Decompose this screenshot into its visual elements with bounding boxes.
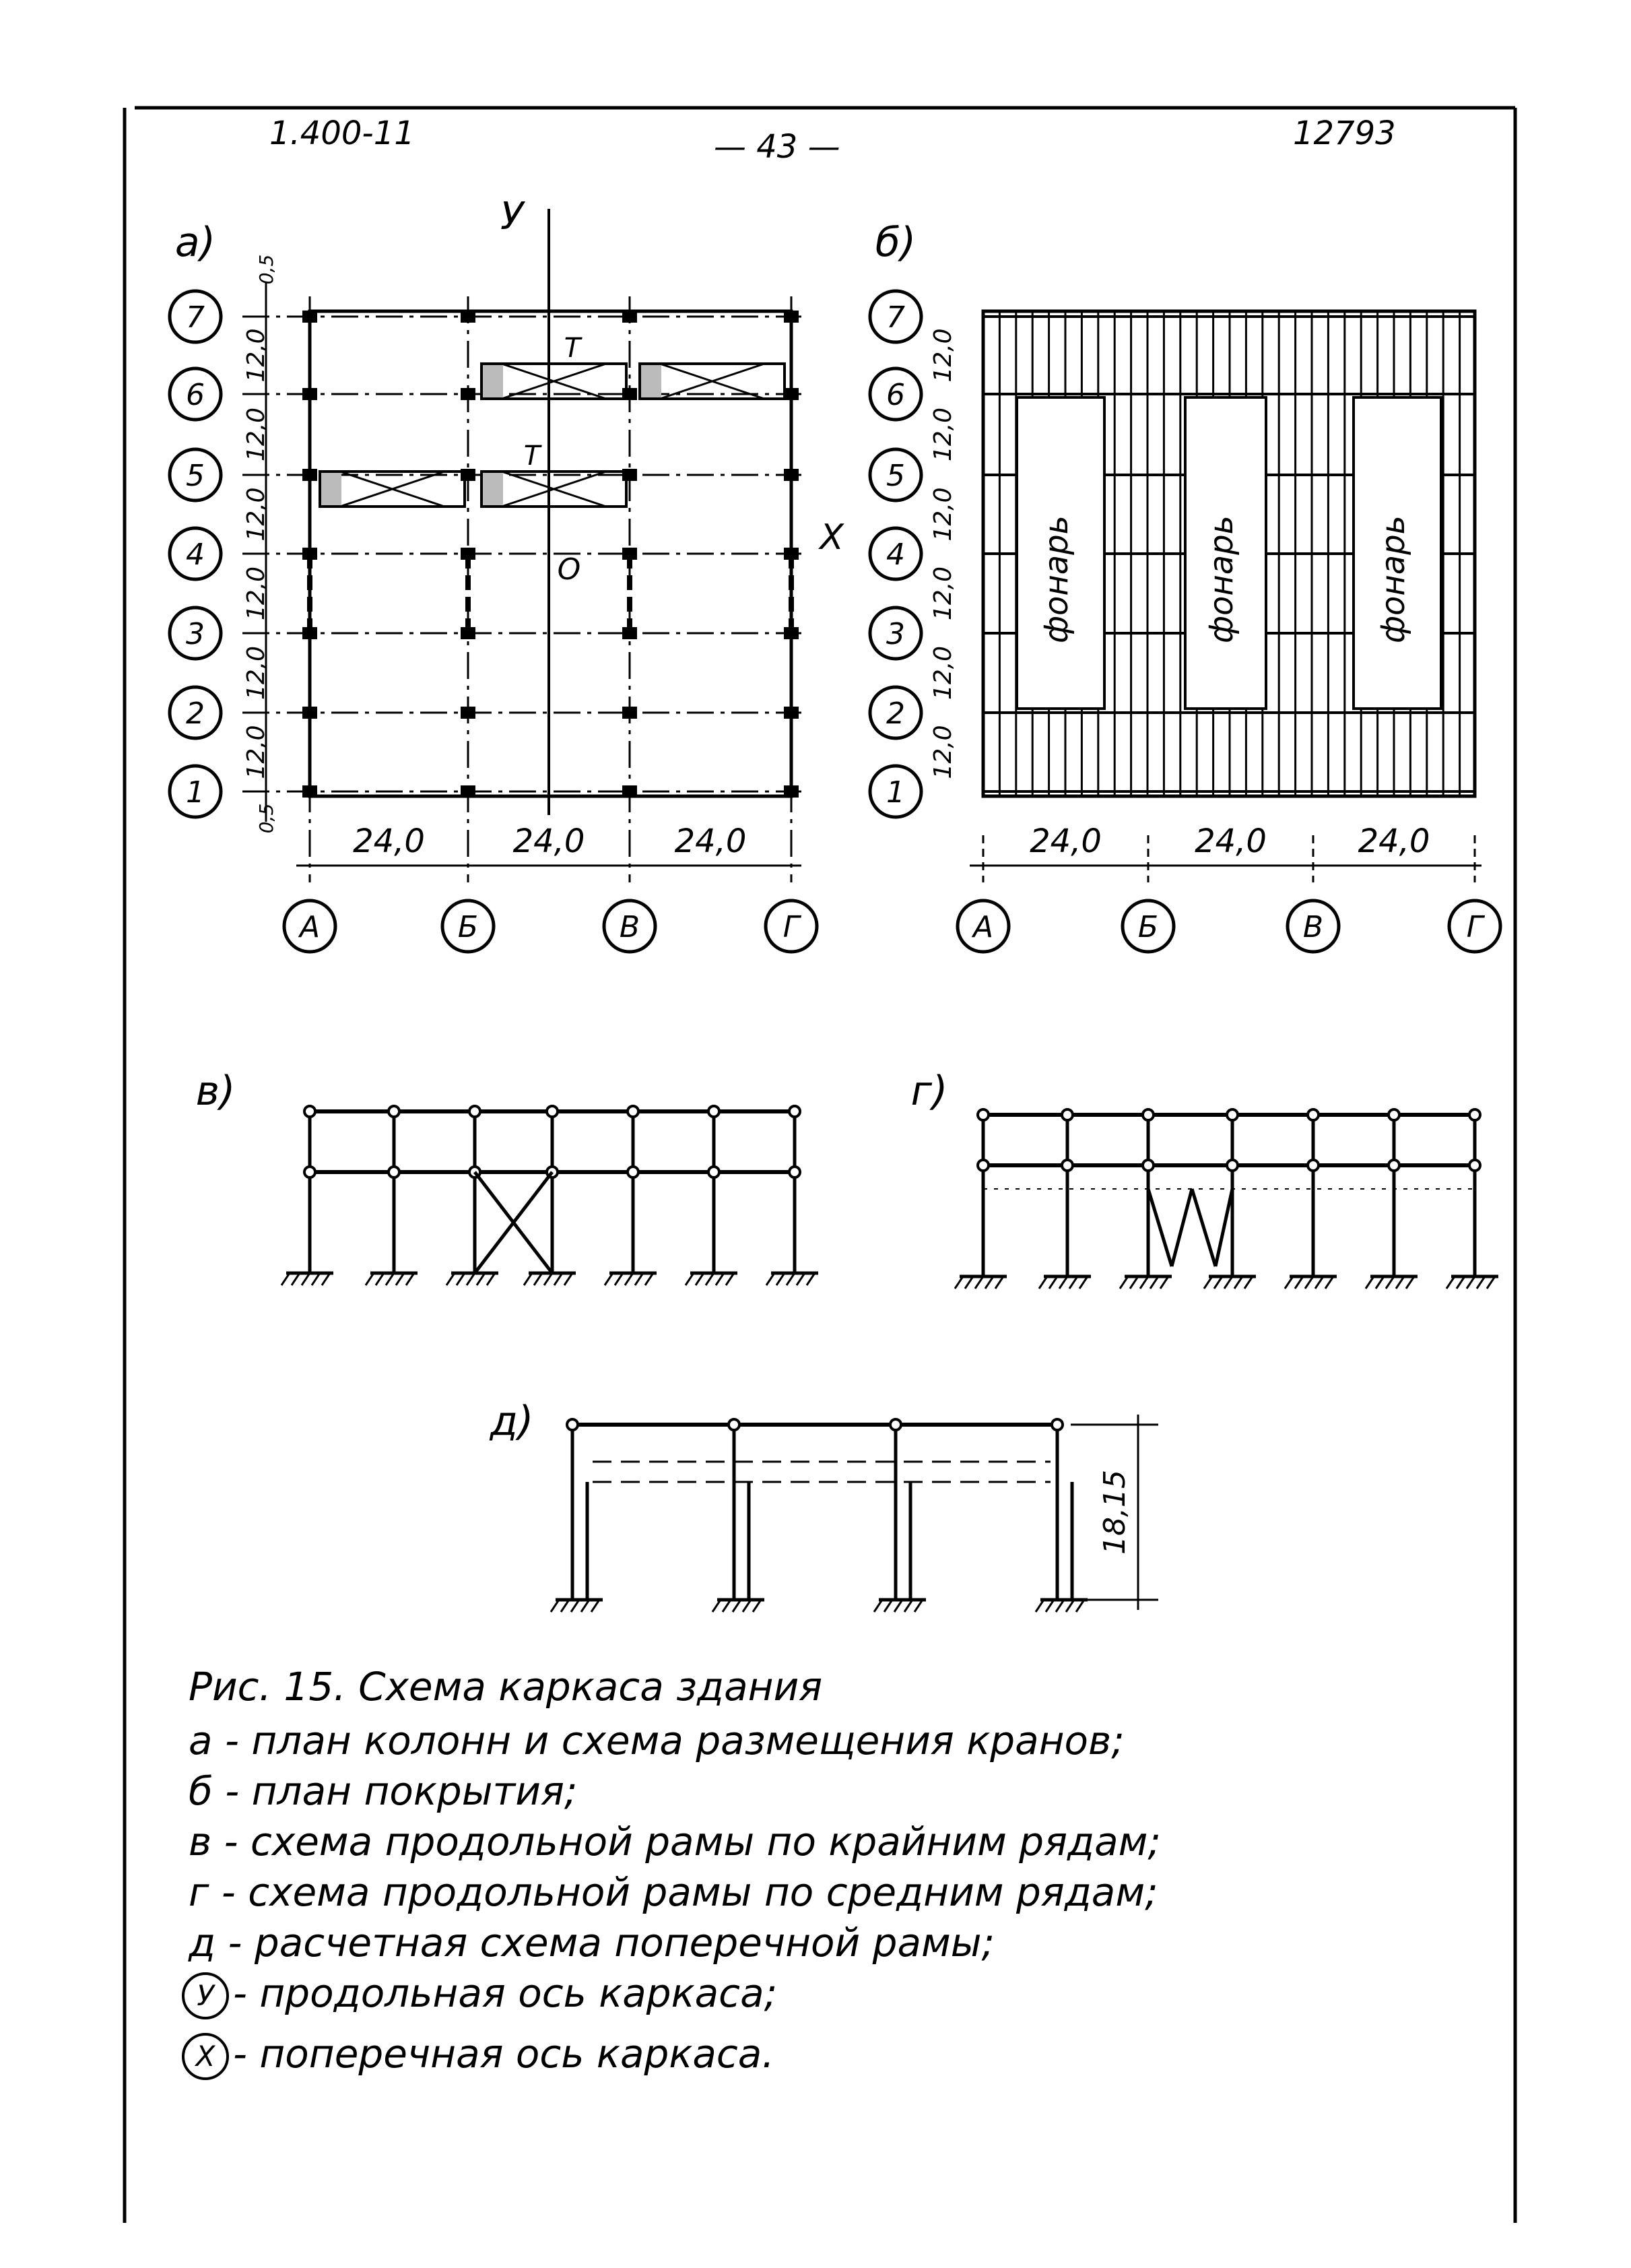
frame-g-support-hatch [955, 1276, 963, 1289]
plan-b-col-axis-Г-text: Г [1466, 910, 1484, 944]
plan-a-column [302, 707, 317, 719]
frame-d-support-hatch [733, 1600, 741, 1612]
plan-a-label: а) [174, 219, 216, 266]
frame-v-support-hatch [564, 1273, 572, 1285]
frame-g-brace [1148, 1189, 1172, 1266]
plan-b-row-axis-2-text: 2 [886, 696, 905, 731]
frame-v-support-hatch [312, 1273, 320, 1285]
plan-a-row-axis-7-text: 7 [186, 300, 205, 335]
frame-g-support-hatch [1079, 1276, 1088, 1289]
plan-a-crane-label-1: Т [564, 333, 581, 364]
frame-g-pin [1469, 1109, 1480, 1120]
frame-v-support-hatch [467, 1273, 475, 1285]
frame-v-pin [628, 1106, 638, 1117]
plan-a-row-axis-5 [170, 449, 221, 500]
plan-a-col-axis-А-text: А [299, 910, 321, 944]
frame-d-support-hatch [551, 1600, 559, 1612]
plan-a-row-axis-7 [170, 291, 221, 342]
frame-v-pin [547, 1106, 558, 1117]
plan-b-row-spacing: 12,0 [929, 566, 957, 621]
frame-v-support-hatch [696, 1273, 704, 1285]
doc-code: 1.400-11 [269, 115, 415, 152]
plan-a-x-label: Х [820, 517, 844, 558]
legend-y-text: - продольная ось каркаса; [233, 1970, 778, 2016]
frame-g-pin [978, 1109, 989, 1120]
frame-g-support-hatch [1150, 1276, 1158, 1289]
frame-v-pin [789, 1106, 800, 1117]
plan-a-column [622, 311, 637, 323]
frame-g-pin [1227, 1160, 1238, 1171]
plan-a-col-axis-Б-text: Б [457, 910, 479, 944]
plan-a-column [784, 707, 799, 719]
frame-d-support-hatch [571, 1600, 579, 1612]
frame-v-pin [628, 1167, 638, 1177]
frame-v-label: в) [195, 1068, 236, 1115]
frame-v-support-hatch [322, 1273, 330, 1285]
plan-b-row-axis-7 [870, 291, 921, 342]
frame-g-support-hatch [1305, 1276, 1313, 1289]
frame-g-support-hatch [965, 1276, 973, 1289]
frame-g-support-hatch [1160, 1276, 1168, 1289]
frame-d-pin [890, 1419, 901, 1430]
plan-b-row-axis-4-text: 4 [886, 538, 905, 572]
plan-a-row-axis-4-text: 4 [186, 538, 205, 572]
plan-a-row-axis-3-text: 3 [186, 617, 205, 651]
plan-a-col-axis-Г-text: Г [783, 910, 800, 944]
plan-a-row-spacing: 12,0 [242, 407, 270, 462]
frame-g-pin [1389, 1109, 1399, 1120]
plan-a-crane-1-hatch [483, 365, 503, 397]
legend-x-text: - поперечная ось каркаса. [233, 2031, 774, 2077]
plan-a-row-spacing: 12,0 [242, 725, 270, 779]
plan-a-row-spacing: 12,0 [242, 328, 270, 383]
frame-g-support-hatch [1366, 1276, 1374, 1289]
frame-v-pin [708, 1106, 719, 1117]
frame-g-support-hatch [1039, 1276, 1047, 1289]
frame-v-support-hatch [457, 1273, 465, 1285]
plan-b-row-axis-3 [870, 608, 921, 659]
frame-d-support-hatch [561, 1600, 569, 1612]
plan-b-row-spacing: 12,0 [929, 725, 957, 779]
plan-b-row-spacing: 12,0 [929, 407, 957, 462]
page-number: — 43 — [714, 128, 840, 166]
plan-a-y-label: У [500, 195, 524, 238]
frame-v-pin [708, 1167, 719, 1177]
plan-b-label: б) [875, 219, 917, 266]
frame-g-support-hatch [1406, 1276, 1414, 1289]
plan-a-column [461, 311, 475, 323]
frame-v-pin [389, 1167, 399, 1177]
plan-b-row-axis-2 [870, 687, 921, 738]
frame-d-support-hatch [914, 1600, 923, 1612]
plan-a-column [461, 785, 475, 798]
frame-d-support-hatch [894, 1600, 902, 1612]
plan-a-edge-bottom: 0,5 [255, 803, 277, 834]
plan-b-col-spacing: 24,0 [1030, 822, 1102, 860]
frame-v-support-hatch [281, 1273, 290, 1285]
plan-a-row-spacing: 12,0 [242, 645, 270, 701]
frame-g-support-hatch [1386, 1276, 1394, 1289]
plan-a-col-spacing: 24,0 [353, 822, 425, 860]
frame-d-support-hatch [1076, 1600, 1084, 1612]
frame-v-support-hatch [534, 1273, 542, 1285]
frame-g-support-hatch [1059, 1276, 1067, 1289]
plan-a-row-spacing: 12,0 [242, 566, 270, 621]
frame-g-support-hatch [995, 1276, 1003, 1289]
frame-d-support-hatch [1056, 1600, 1064, 1612]
plan-a-column [784, 785, 799, 798]
frame-g-support-hatch [1214, 1276, 1222, 1289]
plan-a-row-axis-2-text: 2 [186, 696, 205, 731]
plan-a-column [784, 469, 799, 481]
plan-a-column [302, 311, 317, 323]
frame-v-support-hatch [726, 1273, 734, 1285]
caption-title: Рис. 15. Схема каркаса здания [189, 1664, 823, 1710]
frame-v-support-hatch [446, 1273, 455, 1285]
plan-a-col-axis-В-text: В [619, 910, 640, 944]
frame-d-support-hatch [1036, 1600, 1044, 1612]
frame-g-brace [1192, 1189, 1216, 1266]
frame-v-support-hatch [292, 1273, 300, 1285]
plan-b-col-axis-Б [1123, 901, 1174, 952]
frame-g-support-hatch [1457, 1276, 1465, 1289]
frame-g-label: г) [910, 1068, 948, 1115]
plan-a-row-axis-2 [170, 687, 221, 738]
plan-b-row-axis-1-text: 1 [886, 775, 905, 810]
frame-g-pin [978, 1160, 989, 1171]
plan-b-col-spacing: 24,0 [1358, 822, 1430, 860]
frame-g-support-hatch [1295, 1276, 1303, 1289]
frame-d-pin [729, 1419, 739, 1430]
plan-b-row-spacing: 12,0 [929, 328, 957, 383]
frame-v-support-hatch [302, 1273, 310, 1285]
plan-a-crane-4 [481, 472, 626, 507]
frame-g-support-hatch [1315, 1276, 1323, 1289]
frame-g-support-hatch [1325, 1276, 1333, 1289]
plan-b-row-axis-5-text: 5 [886, 459, 905, 493]
frame-v-pin [469, 1106, 480, 1117]
frame-g-support-hatch [1224, 1276, 1232, 1289]
frame-g-support-hatch [1204, 1276, 1212, 1289]
plan-b-col-spacing: 24,0 [1195, 822, 1267, 860]
plan-b-row-axis-6-text: 6 [886, 378, 905, 412]
frame-g-support-hatch [1477, 1276, 1485, 1289]
plan-a-crane-4-hatch [483, 473, 503, 505]
frame-g-pin [1389, 1160, 1399, 1171]
frame-g-support-hatch [985, 1276, 993, 1289]
frame-g-support-hatch [1049, 1276, 1057, 1289]
caption-line-d: д - расчетная схема поперечной рамы; [189, 1920, 995, 1966]
frame-g-brace [1172, 1189, 1192, 1266]
plan-a-col-spacing: 24,0 [512, 822, 585, 860]
frame-v-support-hatch [386, 1273, 394, 1285]
plan-b-skylight-label: фонарь [1038, 515, 1075, 643]
frame-d-support-hatch [591, 1600, 599, 1612]
caption-line-a: а - план колонн и схема размещения кранов; [189, 1718, 1125, 1763]
frame-v-support-hatch [776, 1273, 785, 1285]
frame-v-support-hatch [487, 1273, 495, 1285]
plan-b-roof [870, 219, 1500, 952]
frame-d-support-hatch [874, 1600, 882, 1612]
plan-b-col-axis-А-text: А [972, 910, 994, 944]
frame-v-support-hatch [605, 1273, 613, 1285]
frame-d-support-hatch [1046, 1600, 1054, 1612]
frame-g-support-hatch [1487, 1276, 1495, 1289]
plan-b-skylight-label: фонарь [1203, 515, 1240, 643]
plan-b-row-axis-1 [870, 766, 921, 817]
plan-a-row-axis-5-text: 5 [186, 459, 205, 493]
plan-b-row-axis-6 [870, 368, 921, 420]
plan-a-column [784, 311, 799, 323]
frame-g-support-hatch [1130, 1276, 1138, 1289]
frame-g-pin [1143, 1109, 1154, 1120]
frame-v-support-hatch [406, 1273, 414, 1285]
frame-d-support-hatch [581, 1600, 589, 1612]
frame-d-transverse [490, 1398, 1158, 1612]
frame-v-support-hatch [554, 1273, 562, 1285]
caption-line-g: г - схема продольной рамы по средним рядам; [189, 1869, 1158, 1915]
frame-g-pin [1308, 1109, 1319, 1120]
plan-a-row-spacing: 12,0 [242, 487, 270, 542]
plan-a-column [784, 388, 799, 400]
frame-v-support-hatch [797, 1273, 805, 1285]
plan-a-crane-label-2: Т [523, 441, 541, 472]
frame-g-support-hatch [1446, 1276, 1455, 1289]
frame-d-support-hatch [884, 1600, 892, 1612]
plan-b-row-axis-4 [870, 528, 921, 579]
frame-v-pin [304, 1106, 315, 1117]
frame-g-pin [1227, 1109, 1238, 1120]
frame-g-pin [1143, 1160, 1154, 1171]
caption-legend-y [182, 1970, 777, 2019]
frame-v-support-hatch [716, 1273, 724, 1285]
plan-b-row-axis-7-text: 7 [886, 300, 905, 335]
frame-d-support-hatch [1066, 1600, 1074, 1612]
frame-v-support-hatch [366, 1273, 374, 1285]
caption-line-v: в - схема продольной рамы по крайним рядам; [189, 1819, 1161, 1865]
plan-a-column [461, 707, 475, 719]
legend-x-symbol: Х [182, 2033, 229, 2080]
plan-a-edge-top: 0,5 [255, 254, 277, 285]
frame-g-support-hatch [975, 1276, 983, 1289]
plan-a-col-spacing: 24,0 [674, 822, 747, 860]
frame-v-support-hatch [645, 1273, 653, 1285]
frame-d-support-hatch [904, 1600, 912, 1612]
frame-d-support-hatch [753, 1600, 761, 1612]
plan-a-row-axis-6 [170, 368, 221, 420]
plan-b-skylight-label: фонарь [1374, 515, 1412, 643]
frame-v-support-hatch [524, 1273, 532, 1285]
plan-b-col-axis-В-text: В [1302, 910, 1324, 944]
plan-a-row-axis-1 [170, 766, 221, 817]
frame-d-support-hatch [712, 1600, 721, 1612]
frame-v-support-hatch [766, 1273, 774, 1285]
plan-a-col-axis-В [604, 901, 655, 952]
plan-a-column [461, 388, 475, 400]
plan-b-row-axis-5 [870, 449, 921, 500]
plan-b-col-axis-В [1288, 901, 1339, 952]
frame-v-support-hatch [686, 1273, 694, 1285]
caption-legend-x [182, 2031, 774, 2080]
plan-b-row-axis-3-text: 3 [886, 617, 905, 651]
plan-b-col-axis-А [958, 901, 1009, 952]
frame-v-support-hatch [625, 1273, 633, 1285]
caption-line-b: б - план покрытия; [189, 1768, 578, 1814]
plan-a-col-axis-Г [766, 901, 817, 952]
frame-g-support-hatch [1140, 1276, 1148, 1289]
frame-v-support-hatch [787, 1273, 795, 1285]
plan-a-crane-2-hatch [641, 365, 661, 397]
frame-v-support-hatch [807, 1273, 815, 1285]
plan-b-col-axis-Б-text: Б [1137, 910, 1159, 944]
frame-g-brace [1216, 1189, 1232, 1266]
frame-v-support-hatch [635, 1273, 643, 1285]
plan-a-origin-label: О [557, 552, 581, 587]
frame-v-support-hatch [706, 1273, 714, 1285]
frame-g-support-hatch [1120, 1276, 1128, 1289]
frame-v-outer-rows [196, 1068, 818, 1285]
plan-a-col-axis-Б [442, 901, 494, 952]
frame-g-pin [1308, 1160, 1319, 1171]
frame-g-support-hatch [1069, 1276, 1077, 1289]
plan-b-row-spacing: 12,0 [929, 487, 957, 542]
frame-g-support-hatch [1467, 1276, 1475, 1289]
frame-g-support-hatch [1376, 1276, 1384, 1289]
frame-d-label: д) [490, 1398, 534, 1445]
plan-a-column [302, 388, 317, 400]
frame-v-pin [304, 1167, 315, 1177]
plan-a-column [622, 707, 637, 719]
plan-a-row-axis-1-text: 1 [186, 775, 205, 810]
frame-v-support-hatch [376, 1273, 384, 1285]
frame-d-support-hatch [723, 1600, 731, 1612]
frame-g-middle-rows [911, 1068, 1498, 1289]
frame-d-pin [1052, 1419, 1063, 1430]
plan-a-col-axis-А [284, 901, 335, 952]
plan-a-columns [170, 195, 844, 952]
plan-a-crane-3 [320, 472, 465, 507]
frame-d-pin [567, 1419, 578, 1430]
plan-a-crane-3-hatch [321, 473, 341, 505]
frame-d-support-hatch [743, 1600, 751, 1612]
frame-v-support-hatch [615, 1273, 623, 1285]
frame-g-support-hatch [1234, 1276, 1242, 1289]
legend-y-symbol: У [182, 1972, 229, 2019]
frame-v-support-hatch [544, 1273, 552, 1285]
frame-g-support-hatch [1285, 1276, 1293, 1289]
plan-a-row-axis-4 [170, 528, 221, 579]
sheet-number: 12793 [1293, 115, 1396, 152]
plan-a-column [302, 469, 317, 481]
plan-a-row-axis-3 [170, 608, 221, 659]
frame-v-support-hatch [396, 1273, 404, 1285]
frame-v-pin [789, 1167, 800, 1177]
frame-g-pin [1469, 1160, 1480, 1171]
plan-a-row-axis-6-text: 6 [186, 378, 205, 412]
plan-a-column [302, 785, 317, 798]
frame-v-pin [389, 1106, 399, 1117]
frame-d-height-dim: 18,15 [1098, 1470, 1132, 1555]
frame-g-support-hatch [1396, 1276, 1404, 1289]
plan-b-col-axis-Г [1449, 901, 1500, 952]
frame-g-support-hatch [1244, 1276, 1253, 1289]
frame-g-pin [1062, 1160, 1073, 1171]
frame-v-support-hatch [477, 1273, 485, 1285]
frame-g-pin [1062, 1109, 1073, 1120]
plan-b-row-spacing: 12,0 [929, 645, 957, 701]
plan-a-column [622, 785, 637, 798]
